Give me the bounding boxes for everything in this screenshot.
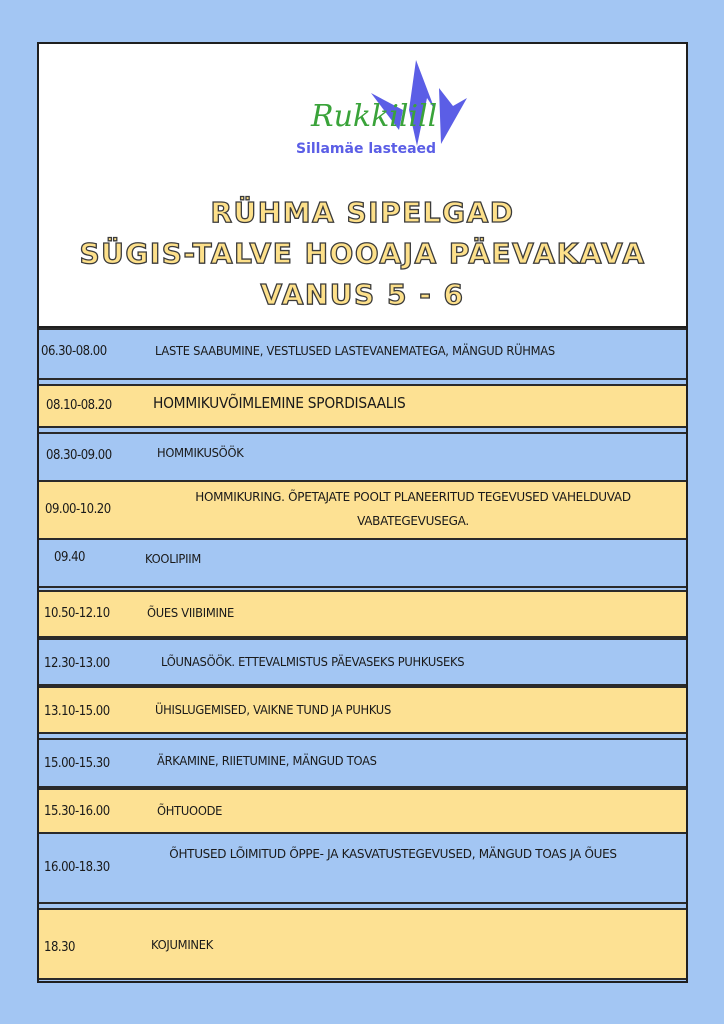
title-age: VANUS 5 - 6	[260, 278, 465, 311]
row-time: 09.00-10.20	[45, 502, 111, 517]
table-row	[39, 686, 686, 734]
row-time: 09.40	[54, 550, 85, 565]
table-row	[39, 590, 686, 638]
row-time: 13.10-15.00	[44, 704, 110, 719]
row-activity: KOOLIPIIM	[145, 551, 201, 566]
row-time: 12.30-13.00	[44, 656, 110, 671]
row-activity: ÜHISLUGEMISED, VAIKNE TUND JA PUHKUS	[155, 702, 391, 717]
row-time: 15.30-16.00	[44, 804, 110, 819]
logo-subtitle: Sillamäe lasteaed	[296, 141, 437, 157]
title-group-name: RÜHMA SIPELGAD	[210, 196, 515, 229]
row-activity: KOJUMINEK	[151, 937, 214, 952]
row-activity: ÄRKAMINE, RIIETUMINE, MÄNGUD TOAS	[157, 753, 377, 768]
table-row	[39, 832, 686, 904]
table-row	[39, 328, 686, 380]
row-activity: ÕUES VIIBIMINE	[147, 605, 234, 620]
row-time: 10.50-12.10	[44, 606, 110, 621]
schedule-poster	[37, 42, 688, 983]
row-activity: LÕUNASÖÖK. ETTEVALMISTUS PÄEVASEKS PUHKUSEKS	[161, 654, 465, 669]
logo-wordmark: Rukkilill	[311, 99, 438, 134]
row-activity: HOMMIKUVÕIMLEMINE SPORDISAALIS	[153, 394, 406, 412]
row-time: 18.30	[44, 940, 75, 955]
table-row	[39, 384, 686, 428]
table-row	[39, 788, 686, 834]
page-title	[39, 192, 686, 315]
row-activity: LASTE SAABUMINE, VESTLUSED LASTEVANEMATEGA, MÄNGUD RÜHMAS	[155, 343, 555, 358]
row-activity: ÕHTUOODE	[157, 803, 223, 818]
table-row	[39, 432, 686, 482]
row-time: 06.30-08.00	[41, 344, 107, 359]
table-row	[39, 538, 686, 588]
table-row	[39, 480, 686, 540]
row-time: 15.00-15.30	[44, 756, 110, 771]
row-activity: ÕHTUSED LÕIMITUD ÕPPE- JA KASVATUSTEGEVUSED, MÄNGUD TOAS JA ÕUES	[169, 847, 617, 861]
table-row	[39, 738, 686, 788]
row-time: 16.00-18.30	[44, 860, 110, 875]
row-activity: HOMMIKURING. ÕPETAJATE POOLT PLANEERITUD TEGEVUSED VAHELDUVAD VABATEGEVUSEGA.	[195, 490, 631, 528]
table-row	[39, 908, 686, 980]
row-time: 08.10-08.20	[46, 398, 112, 413]
table-row	[39, 638, 686, 686]
poster-header	[39, 44, 686, 328]
row-time: 08.30-09.00	[46, 448, 112, 463]
row-activity: HOMMIKUSÖÖK	[157, 445, 244, 460]
title-season: SÜGIS-TALVE HOOAJA PÄEVAKAVA	[79, 237, 646, 270]
